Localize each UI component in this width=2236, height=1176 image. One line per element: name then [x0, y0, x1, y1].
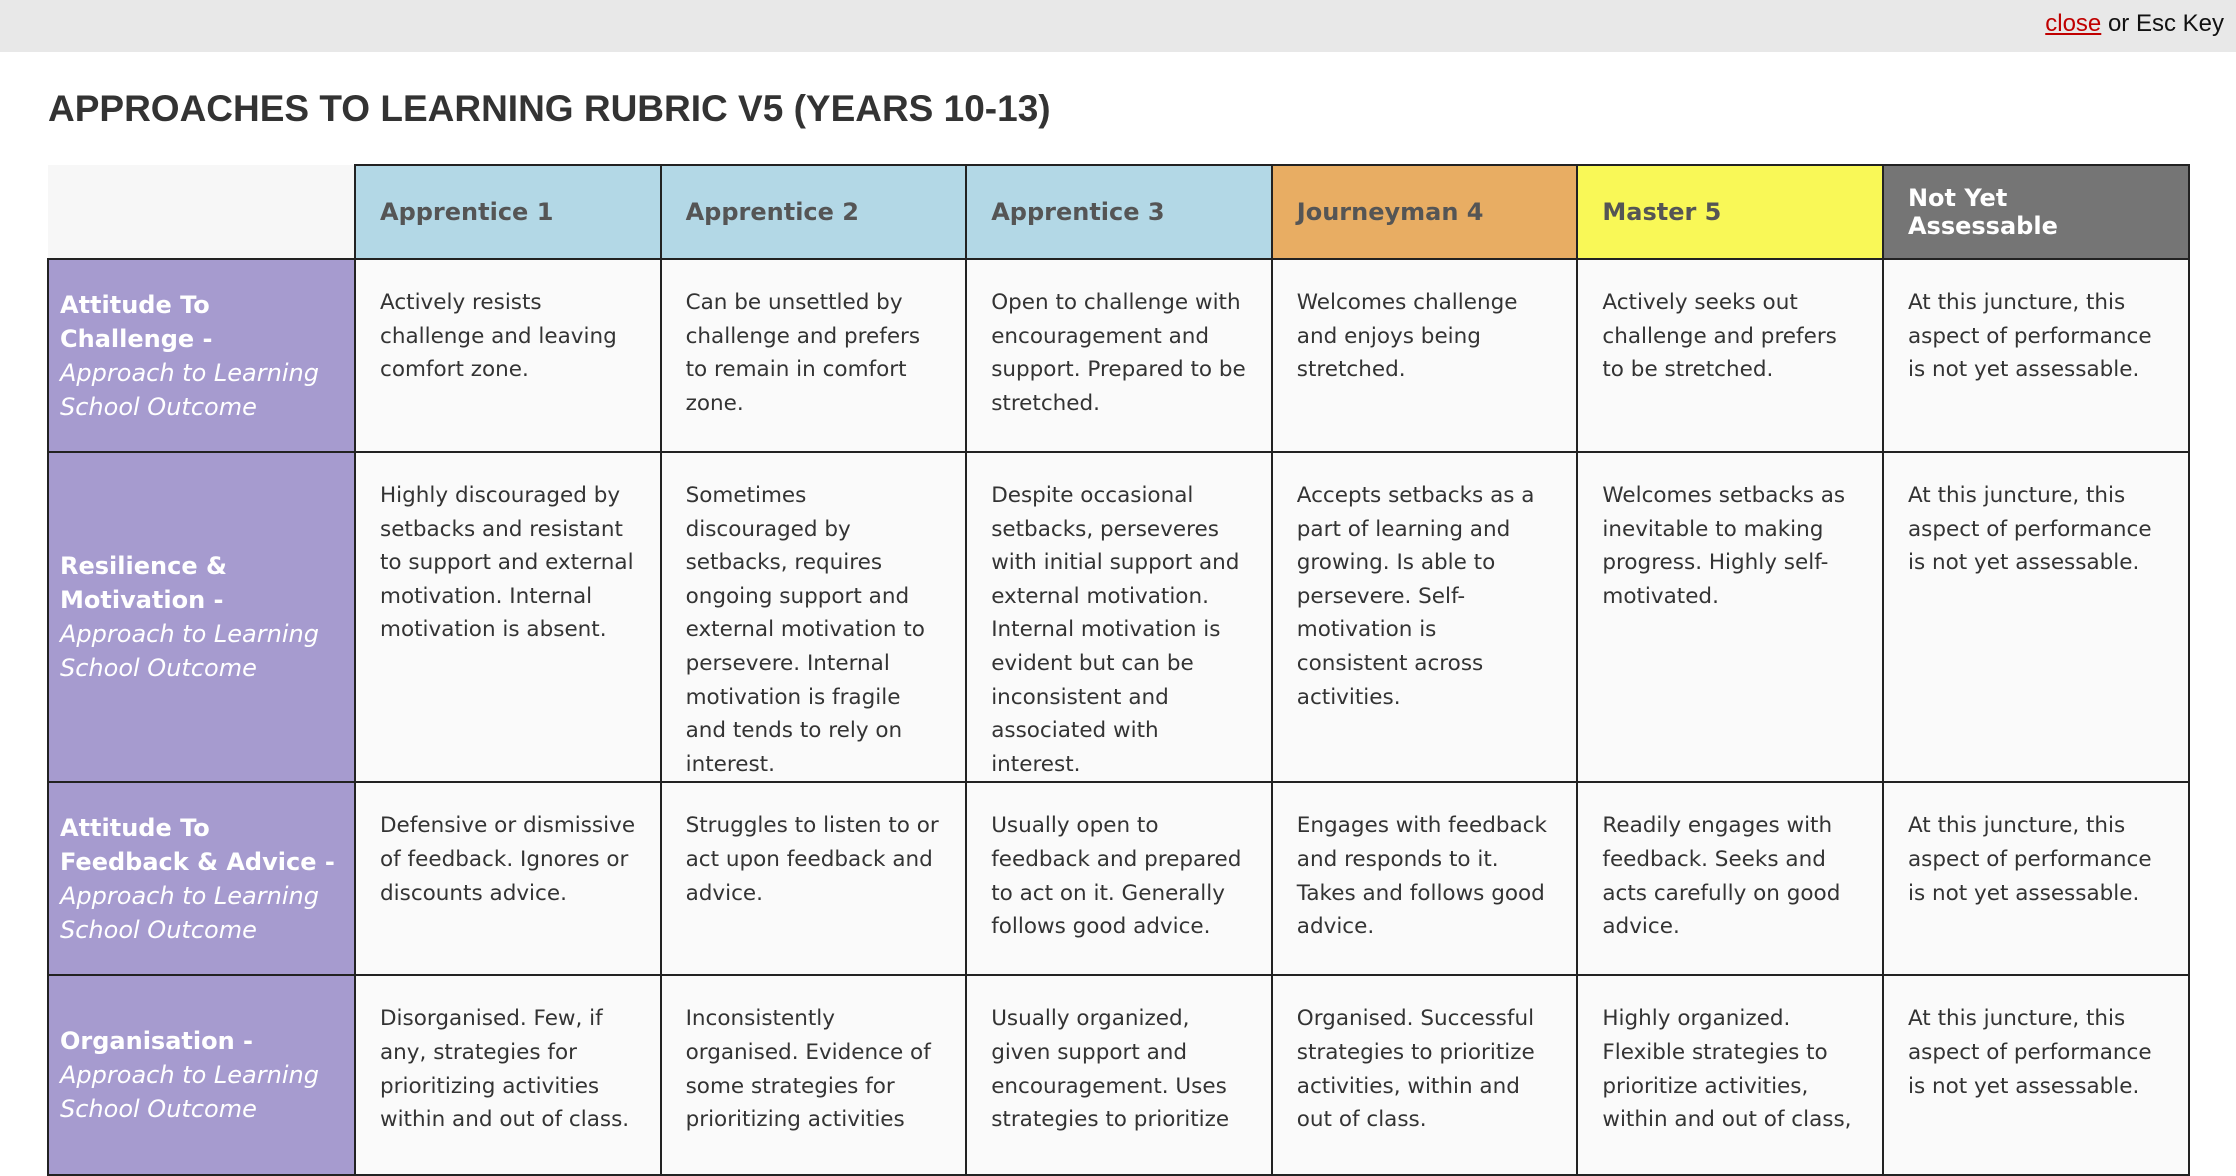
- row-subtitle: Approach to Learning School Outcome: [60, 881, 319, 944]
- rubric-cell: Actively resists challenge and leaving comfort zone.: [355, 259, 661, 452]
- rubric-cell: At this juncture, this aspect of performance is not yet assessable.: [1883, 452, 2189, 782]
- row-subtitle: Approach to Learning School Outcome: [60, 1061, 319, 1124]
- rubric-cell: Readily engages with feedback. Seeks and acts carefully on good advice.: [1577, 782, 1883, 975]
- corner-cell: [48, 165, 355, 259]
- level-header-row: [48, 165, 2189, 259]
- rubric-cell: Defensive or dismissive of feedback. Ignores or discounts advice.: [355, 782, 661, 975]
- rubric-cell: Engages with feedback and responds to it. Takes and follows good advice.: [1272, 782, 1578, 975]
- level-header-not-yet-assessable: Not Yet Assessable: [1883, 165, 2189, 259]
- rubric-table: [47, 164, 2190, 1176]
- rubric-cell: Despite occasional setbacks, perseveres with initial support and external motivation. Internal motivation is evident but can be inconsistent and associated with interest.: [966, 452, 1272, 782]
- esc-key-hint: or Esc Key: [2101, 10, 2224, 37]
- top-bar: [0, 0, 2236, 52]
- close-link[interactable]: close: [2045, 10, 2102, 37]
- rubric-cell: Highly discouraged by setbacks and resistant to support and external motivation. Internal motivation is absent.: [355, 452, 661, 782]
- rubric-cell: Welcomes challenge and enjoys being stretched.: [1272, 259, 1578, 452]
- level-header-journeyman-4: Journeyman 4: [1272, 165, 1578, 259]
- row-header: [48, 452, 355, 782]
- row-header: [48, 259, 355, 452]
- level-header-master-5: Master 5: [1577, 165, 1883, 259]
- rubric-cell: Can be unsettled by challenge and prefers to remain in comfort zone.: [661, 259, 967, 452]
- row-title: Attitude To Feedback & Advice -: [60, 813, 335, 876]
- rubric-cell: At this juncture, this aspect of performance is not yet assessable.: [1883, 259, 2189, 452]
- rubric-cell: Struggles to listen to or act upon feedback and advice.: [661, 782, 967, 975]
- rubric-cell: Highly organized. Flexible strategies to prioritize activities, within and out of class,: [1577, 975, 1883, 1175]
- rubric-row-organisation: [48, 975, 2189, 1175]
- rubric-row-attitude-to-feedback: [48, 782, 2189, 975]
- rubric-cell: Welcomes setbacks as inevitable to making progress. Highly self-motivated.: [1577, 452, 1883, 782]
- row-header: [48, 975, 355, 1175]
- row-title: Resilience & Motivation -: [60, 552, 227, 615]
- rubric-cell: Accepts setbacks as a part of learning and growing. Is able to persevere. Self-motivation is consistent across activities.: [1272, 452, 1578, 782]
- level-header-apprentice-1: Apprentice 1: [355, 165, 661, 259]
- rubric-cell: Open to challenge with encouragement and support. Prepared to be stretched.: [966, 259, 1272, 452]
- close-hint: [2045, 10, 2224, 38]
- level-header-apprentice-3: Apprentice 3: [966, 165, 1272, 259]
- row-title: Organisation -: [60, 1027, 253, 1056]
- rubric-cell: Sometimes discouraged by setbacks, requires ongoing support and external motivation to persevere. Internal motivation is fragile and tends to rely on interest.: [661, 452, 967, 782]
- rubric-cell: Usually organized, given support and encouragement. Uses strategies to prioritize: [966, 975, 1272, 1175]
- rubric-cell: Organised. Successful strategies to prioritize activities, within and out of class.: [1272, 975, 1578, 1175]
- row-header: [48, 782, 355, 975]
- level-header-apprentice-2: Apprentice 2: [661, 165, 967, 259]
- rubric-cell: Usually open to feedback and prepared to act on it. Generally follows good advice.: [966, 782, 1272, 975]
- rubric-row-attitude-to-challenge: [48, 259, 2189, 452]
- rubric-cell: Inconsistently organised. Evidence of some strategies for prioritizing activities: [661, 975, 967, 1175]
- rubric-cell: Disorganised. Few, if any, strategies for prioritizing activities within and out of class.: [355, 975, 661, 1175]
- row-title: Attitude To Challenge -: [60, 290, 213, 353]
- rubric-cell: At this juncture, this aspect of performance is not yet assessable.: [1883, 975, 2189, 1175]
- row-subtitle: Approach to Learning School Outcome: [60, 620, 319, 683]
- rubric-cell: At this juncture, this aspect of performance is not yet assessable.: [1883, 782, 2189, 975]
- rubric-row-resilience-motivation: [48, 452, 2189, 782]
- rubric-cell: Actively seeks out challenge and prefers to be stretched.: [1577, 259, 1883, 452]
- page-title: APPROACHES TO LEARNING RUBRIC V5 (YEARS 10-13): [48, 88, 1051, 129]
- row-subtitle: Approach to Learning School Outcome: [60, 358, 319, 421]
